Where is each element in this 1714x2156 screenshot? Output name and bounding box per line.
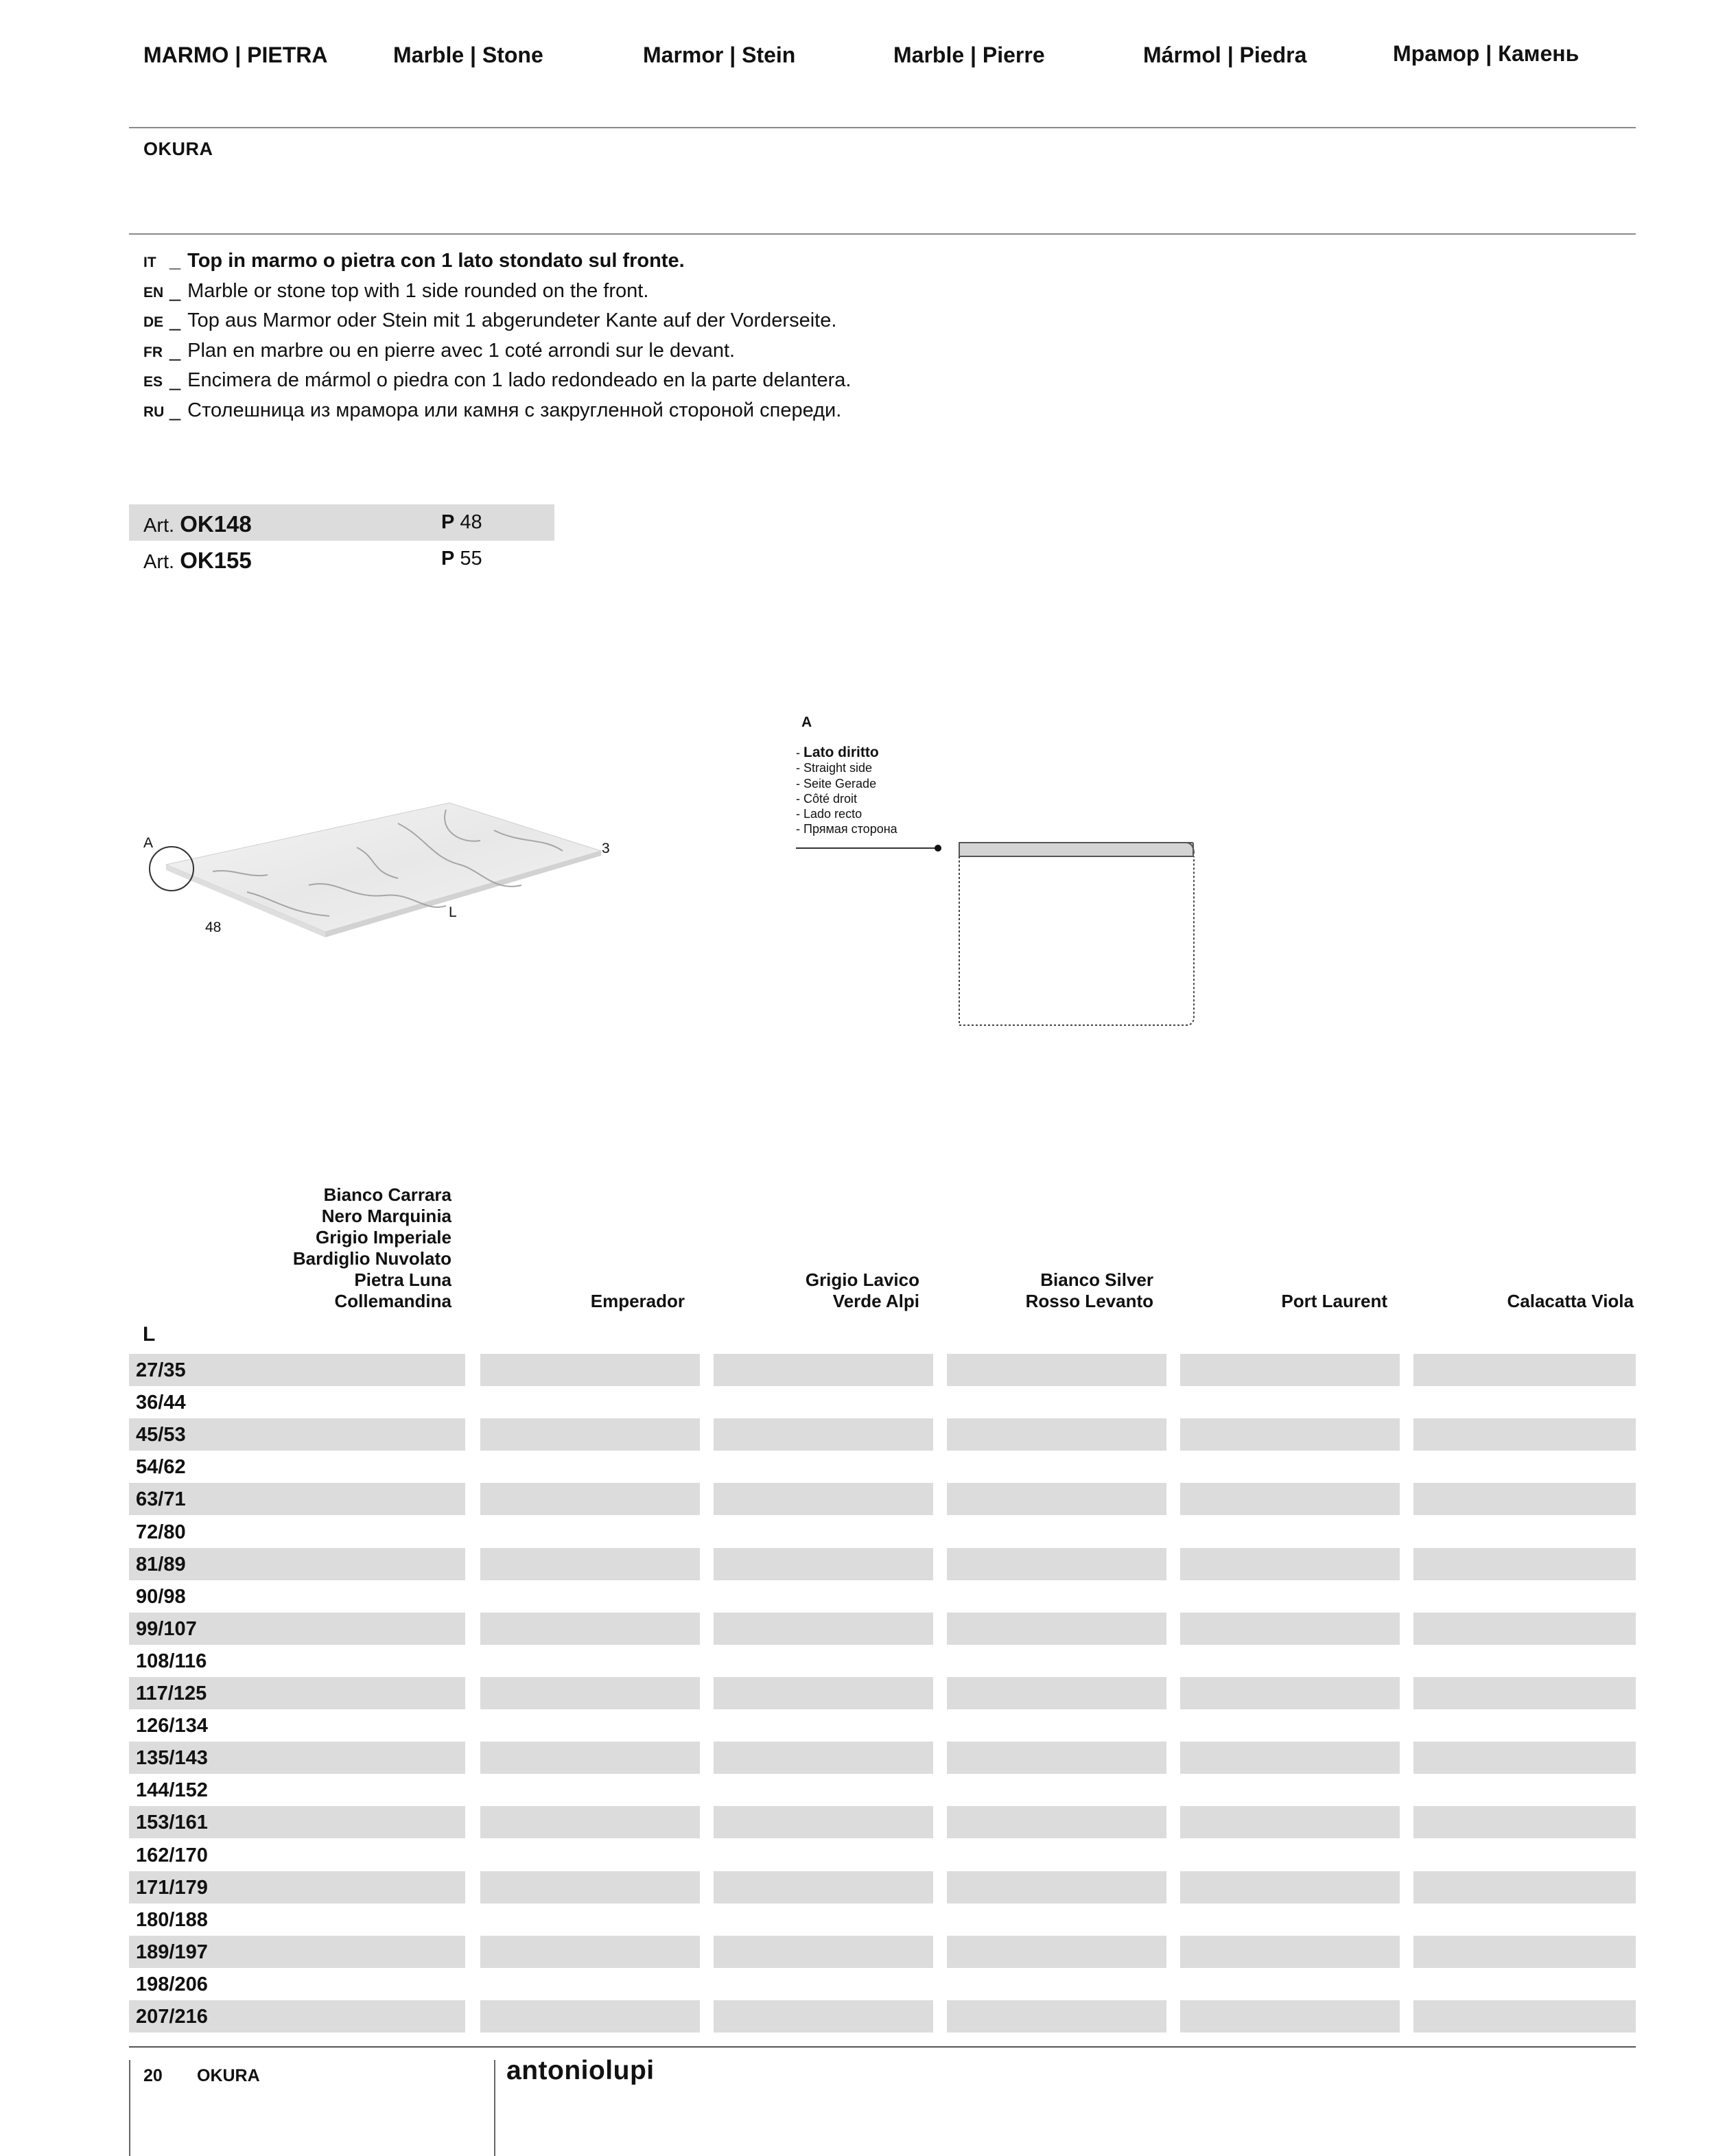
table-cell [480,2000,700,2032]
table-cell [1180,1418,1400,1451]
table-row [129,1418,1636,1451]
table-cell [1180,1548,1400,1580]
legend-item: - Lato diritto [796,745,879,760]
table-cell [947,1548,1166,1580]
article-row: Art. OK148 P 48 [129,504,554,541]
description-text: Encimera de mármol o piedra con 1 lado redondeado en la parte delantera. [187,369,852,391]
length-range-label: 99/107 [136,1617,197,1640]
table-row [129,1839,1636,1871]
column-header-1: Bianco Carrara Nero Marquinia Grigio Imperiale Bardiglio Nuvolato Pietra Luna Collemandina [292,1184,451,1311]
category-en: Marble | Stone [393,43,543,67]
footer-box [129,2060,495,2156]
category-es: Mármol | Piedra [1143,43,1307,67]
description-ru: RU _ Столешница из мрамора или камня с закругленной стороной спереди. [143,397,851,427]
table-cell [947,1742,1166,1774]
table-cell [947,1871,1166,1903]
table-row [129,1806,1636,1838]
edge-detail-drawing [793,837,1204,1043]
table-cell [1180,1354,1400,1386]
table-cell [714,2000,933,2032]
column-header-4: Bianco Silver Rosso Levanto [1025,1269,1153,1311]
table-cell [714,1418,933,1451]
length-range-label: 126/134 [136,1715,208,1737]
table-row [129,1451,1636,1483]
lang-code: RU [143,403,165,420]
table-cell [480,1613,700,1645]
length-range-label: 198/206 [136,1973,208,1995]
table-row [129,1742,1636,1774]
table-row [129,1871,1636,1903]
length-range-label: 117/125 [136,1683,207,1704]
description-text: Marble or stone top with 1 side rounded on the front. [187,279,649,302]
length-column-header: L [143,1323,156,1346]
length-range-label: 45/53 [136,1424,186,1446]
table-cell [1413,2000,1636,2032]
table-row [129,1580,1636,1613]
brand-logo: antoniolupi [506,2056,655,2085]
table-cell [1180,1806,1400,1838]
length-range-label: 189/197 [136,1941,208,1963]
legend-item: - Lado recto [796,807,862,821]
detail-marker-label: A [143,835,154,851]
description-de: DE _ Top aus Marmor oder Stein mit 1 abgerundeter Kante auf der Vorderseite. [143,307,851,337]
length-range-label: 27/35 [136,1359,186,1381]
lang-code: DE [143,314,164,330]
table-cell [480,1677,700,1709]
table-cell [947,1806,1166,1838]
column-header-2: Emperador [590,1291,685,1311]
length-range-label: 90/98 [136,1585,186,1608]
legend-item: - Прямая сторона [796,822,897,836]
length-range-label: 54/62 [136,1456,186,1479]
section-rule [129,233,1636,235]
length-range-label: 36/44 [136,1392,186,1414]
column-header-6: Calacatta Viola [1507,1291,1634,1311]
table-cell [947,2000,1166,2032]
article-depth: 55 [460,548,482,570]
table-cell [480,1871,700,1903]
category-ru: Мрамор | Камень [1393,41,1580,66]
table-row [129,2000,1636,2032]
category-fr: Marble | Pierre [893,43,1045,67]
table-cell [714,1548,933,1580]
top-outline [959,856,1194,1025]
legend-item: - Straight side [796,761,873,775]
table-cell [947,1936,1166,1968]
table-cell [714,1483,933,1515]
article-row: Art. OK155 P 55 [143,548,482,573]
description-fr: FR _ Plan en marbre ou en pierre avec 1 coté arrondi sur le devant. [143,337,851,367]
detail-title: A [801,714,812,730]
table-cell [714,1354,933,1386]
article-code: OK155 [180,548,252,573]
page-number: 20 [143,2066,163,2085]
table-cell [480,1548,700,1580]
footer-rule [129,2046,1636,2048]
table-row [129,1354,1636,1386]
table-cell [1180,1742,1400,1774]
length-range-label: 171/179 [136,1876,208,1899]
lang-code: ES [143,374,163,390]
length-range-label: 162/170 [136,1844,208,1866]
table-row [129,1709,1636,1742]
table-cell [714,1677,933,1709]
length-range-label: 153/161 [136,1812,208,1834]
table-row [129,1516,1636,1548]
table-cell [1413,1742,1636,1774]
length-range-label: 81/89 [136,1553,186,1575]
category-it: MARMO | PIETRA [143,43,328,67]
table-cell [714,1871,933,1903]
description-text: Plan en marbre ou en pierre avec 1 coté arrondi sur le devant. [187,339,736,362]
table-cell [1180,1677,1400,1709]
table-cell [714,1742,933,1774]
description-text: Столешница из мрамора или камня с закругленной стороной спереди. [187,399,842,421]
table-cell [1413,1613,1636,1645]
table-row [129,1936,1636,1968]
length-range-label: 72/80 [136,1521,186,1543]
length-range-label: 108/116 [136,1650,207,1672]
table-cell [1180,1936,1400,1968]
length-range-label: 207/216 [136,2006,208,2028]
edge-legend [796,745,897,837]
thickness-dimension-label: 3 [602,841,610,856]
table-cell [1413,1548,1636,1580]
table-row [129,1483,1636,1515]
table-cell [714,1613,933,1645]
table-cell [1180,1483,1400,1515]
length-range-label: 135/143 [136,1747,208,1770]
table-cell [480,1354,700,1386]
marble-top-surface [166,803,601,932]
description-text: Top in marmo o pietra con 1 lato stondato sul fronte. [187,250,685,272]
table-cell [714,1936,933,1968]
table-cell [1180,1871,1400,1903]
table-row [129,1968,1636,2000]
table-cell [947,1483,1166,1515]
column-header-3: Grigio Lavico Verde Alpi [805,1269,919,1311]
description-en: EN _ Marble or stone top with 1 side rounded on the front. [143,277,851,307]
length-range-label: 180/188 [136,1908,208,1931]
legend-item: - Seite Gerade [796,776,877,790]
table-cell [480,1742,700,1774]
table-cell [1413,1483,1636,1515]
table-cell [480,1483,700,1515]
table-row [129,1677,1636,1709]
edge-profile-top [959,843,1193,856]
table-cell [1413,1677,1636,1709]
length-range-label: 63/71 [136,1488,186,1511]
lang-code: FR [143,344,163,360]
header-rule [129,127,1636,128]
footer-product-name: OKURA [197,2066,260,2085]
table-cell [480,1806,700,1838]
table-row [129,1774,1636,1806]
table-cell [1180,1613,1400,1645]
description-it: IT _ Top in marmo o pietra con 1 lato stondato sul fronte. [143,247,851,277]
description-es: ES _ Encimera de mármol o piedra con 1 lado redondeado en la parte delantera. [143,366,851,397]
column-header-5: Port Laurent [1281,1291,1387,1311]
length-dimension-label: L [449,904,457,920]
table-cell [480,1936,700,1968]
article-code: OK148 [180,511,252,537]
description-text: Top aus Marmor oder Stein mit 1 abgerundeter Kante auf der Vorderseite. [187,309,837,331]
description-block [143,247,851,426]
product-title: OKURA [143,139,213,159]
legend-item: - Côté droit [796,791,858,806]
table-cell [947,1613,1166,1645]
table-cell [1180,2000,1400,2032]
table-row [129,1613,1636,1645]
article-depth: 48 [460,511,482,533]
table-row [129,1548,1636,1580]
lang-code: IT [143,255,156,270]
depth-dimension-label: 48 [205,919,222,935]
table-cell [1413,1936,1636,1968]
table-row [129,1386,1636,1418]
leader-dot [935,845,941,852]
table-cell [947,1677,1166,1709]
table-cell [1413,1806,1636,1838]
table-cell [714,1806,933,1838]
lang-code: EN [143,284,164,301]
table-cell [1413,1418,1636,1451]
table-row [129,1903,1636,1936]
table-cell [480,1418,700,1451]
length-range-label: 144/152 [136,1779,208,1802]
table-cell [947,1418,1166,1451]
table-cell [1413,1871,1636,1903]
table-row [129,1645,1636,1677]
table-cell [947,1354,1166,1386]
category-de: Marmor | Stein [643,43,796,67]
table-cell [1413,1354,1636,1386]
